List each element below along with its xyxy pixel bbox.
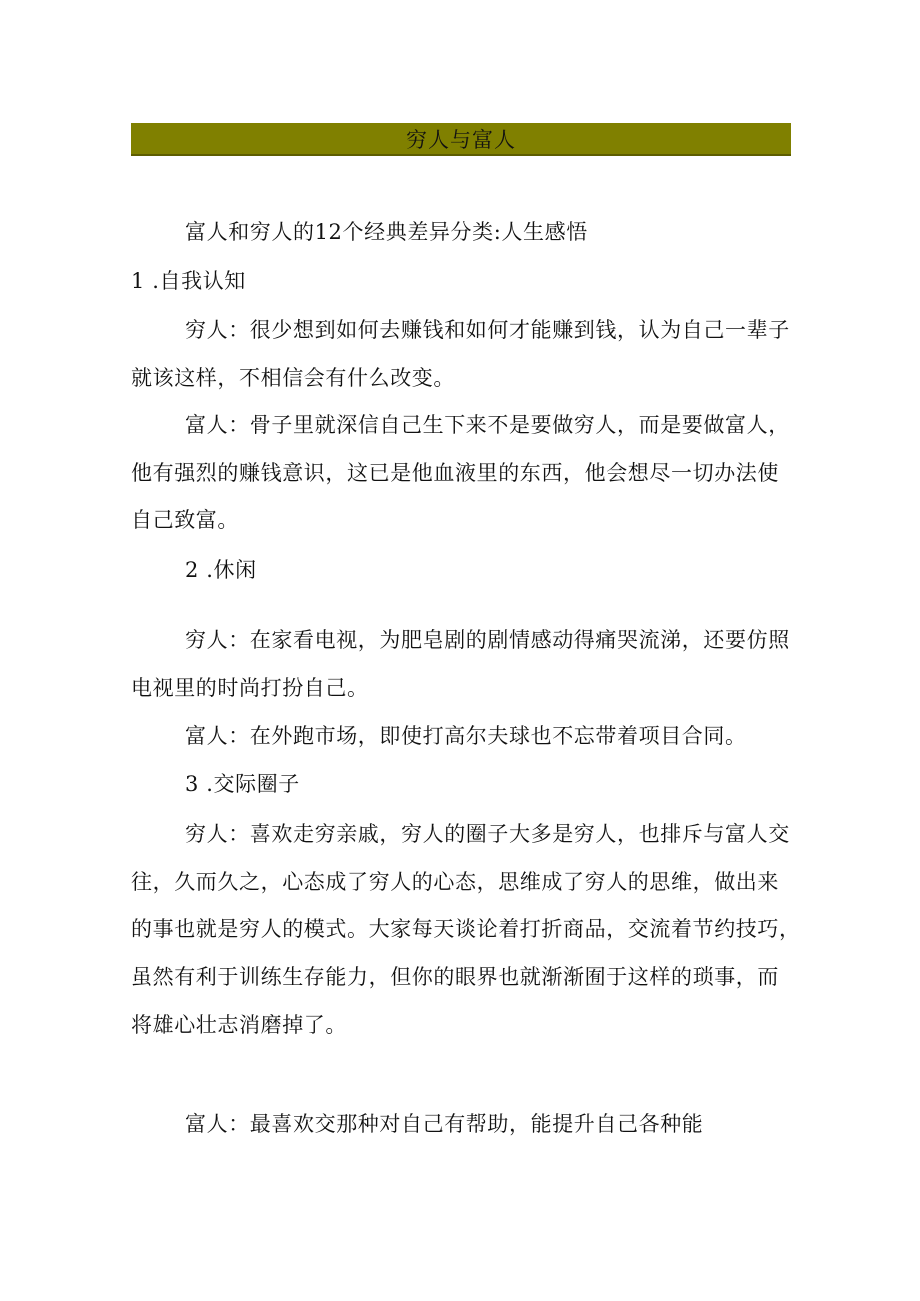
document-title: 穷人与富人 xyxy=(406,127,516,152)
paragraph-line: 自己致富。 xyxy=(131,508,239,532)
paragraph-line: 富人：在外跑市场，即使打高尔夫球也不忘带着项目合同。 xyxy=(185,724,747,748)
paragraph-line: 他有强烈的赚钱意识，这已是他血液里的东西，他会想尽一切办法使 xyxy=(131,461,779,485)
paragraph-line: 就该这样，不相信会有什么改变。 xyxy=(131,366,455,390)
paragraph-line: 将雄心壮志消磨掉了。 xyxy=(131,1013,347,1037)
paragraph-line: 富人：骨子里就深信自己生下来不是要做穷人，而是要做富人， xyxy=(185,413,790,437)
document-subtitle: 富人和穷人的12个经典差异分类:人生感悟 xyxy=(185,220,588,244)
section-heading: 1 .自我认知 xyxy=(131,269,246,293)
paragraph-line: 穷人：喜欢走穷亲戚，穷人的圈子大多是穷人，也排斥与富人交 xyxy=(185,822,790,846)
title-banner xyxy=(131,123,791,156)
paragraph-line: 虽然有利于训练生存能力，但你的眼界也就渐渐囿于这样的琐事，而 xyxy=(131,965,779,989)
paragraph-line: 往，久而久之，心态成了穷人的心态，思维成了穷人的思维，做出来 xyxy=(131,870,779,894)
section-heading: 2 .休闲 xyxy=(185,558,257,582)
paragraph-line: 穷人：很少想到如何去赚钱和如何才能赚到钱，认为自己一辈子 xyxy=(185,318,790,342)
paragraph-line: 富人：最喜欢交那种对自己有帮助，能提升自己各种能 xyxy=(185,1112,704,1136)
paragraph-line: 穷人：在家看电视，为肥皂剧的剧情感动得痛哭流涕，还要仿照 xyxy=(185,628,790,652)
section-heading: 3 .交际圈子 xyxy=(185,772,300,796)
paragraph-line: 的事也就是穷人的模式。大家每天谈论着打折商品，交流着节约技巧， xyxy=(131,917,801,941)
paragraph-line: 电视里的时尚打扮自己。 xyxy=(131,676,369,700)
